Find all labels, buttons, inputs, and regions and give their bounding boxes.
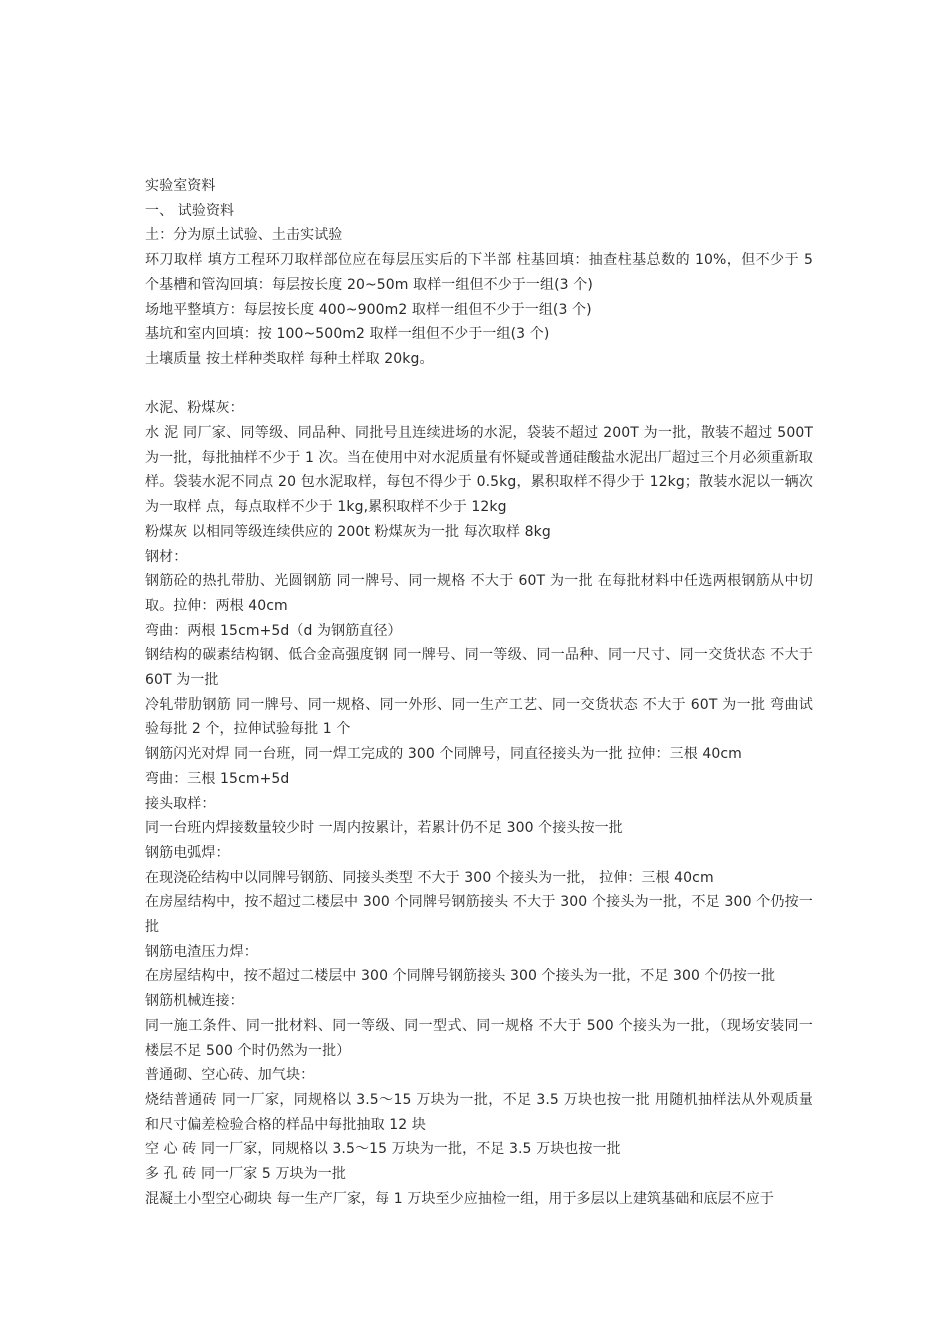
blank-line [145,372,813,397]
paragraph: 钢结构的碳素结构钢、低合金高强度钢 同一牌号、同一等级、同一品种、同一尺寸、同一交货状态 不大于 60T 为一批 [145,647,813,689]
paragraph: 弯曲：两根 15cm+5d（d 为钢筋直径） [145,622,402,639]
paragraph: 在房屋结构中，按不超过二楼层中 300 个同牌号钢筋接头 不大于 300 个接头为一批，不足 300 个仍按一批 [145,894,813,936]
paragraph: 钢筋砼的热扎带肋、光圆钢筋 同一牌号、同一规格 不大于 60T 为一批 在每批材料中任选两根钢筋从中切取。拉伸：两根 40cm [145,573,813,614]
paragraph: 基坑和室内回填：按 100~500m2 取样一组但不少于一组(3 个) [145,326,550,343]
doc-title: 实验室资料 [145,178,216,194]
subheading: 钢筋电渣压力焊： [145,943,258,960]
paragraph: 弯曲：三根 15cm+5d [145,770,290,787]
paragraph: 钢筋闪光对焊 同一台班，同一焊工完成的 300 个同牌号，同直径接头为一批 拉伸：三根 40cm [145,746,742,763]
section-heading: 一、 试验资料 [145,202,235,219]
paragraph: 多 孔 砖 同一厂家 5 万块为一批 [145,1166,346,1183]
paragraph: 烧结普通砖 同一厂家，同规格以 3.5～15 万块为一批，不足 3.5 万块也按一批 用随机抽样法从外观质量和尺寸偏差检验合格的样品中每批抽取 12 块 [145,1092,813,1133]
paragraph: 在房屋结构中，按不超过二楼层中 300 个同牌号钢筋接头 300 个接头为一批，不足 300 个仍按一批 [145,968,776,985]
subheading: 钢筋电弧焊： [145,844,230,861]
paragraph: 空 心 砖 同一厂家，同规格以 3.5～15 万块为一批，不足 3.5 万块也按一批 [145,1141,621,1158]
paragraph: 场地平整填方：每层按长度 400~900m2 取样一组但不少于一组(3 个) [145,301,592,318]
subheading: 钢筋机械连接： [145,993,244,1010]
paragraph: 粉煤灰 以相同等级连续供应的 200t 粉煤灰为一批 每次取样 8kg [145,523,551,540]
document-body [145,174,813,1212]
subheading: 普通砌、空心砖、加气块： [145,1067,315,1084]
paragraph: 土：分为原土试验、土击实试验 [145,227,343,244]
paragraph: 在现浇砼结构中以同牌号钢筋、同接头类型 不大于 300 个接头为一批， 拉伸：三根 40cm [145,869,714,886]
paragraph: 混凝土小型空心砌块 每一生产厂家，每 1 万块至少应抽检一组，用于多层以上建筑基础和底层不应于 [145,1190,774,1207]
subheading: 接头取样： [145,795,216,812]
subheading: 水泥、粉煤灰： [145,400,244,417]
paragraph: 同一施工条件、同一批材料、同一等级、同一型式、同一规格 不大于 500 个接头为一批，（现场安装同一楼层不足 500 个时仍然为一批） [145,1017,813,1059]
paragraph: 冷轧带肋钢筋 同一牌号、同一规格、同一外形、同一生产工艺、同一交货状态 不大于 60T 为一批 弯曲试验每批 2 个，拉伸试验每批 1 个 [145,696,813,738]
subheading: 钢材： [145,548,188,565]
paragraph: 土壤质量 按土样种类取样 每种土样取 20kg。 [145,350,434,367]
paragraph: 同一台班内焊接数量较少时 一周内按累计，若累计仍不足 300 个接头按一批 [145,820,623,837]
paragraph: 环刀取样 填方工程环刀取样部位应在每层压实后的下半部 柱基回填：抽查柱基总数的 10%，但不少于 5 个基槽和管沟回填：每层按长度 20~50m 取样一组但不少于一组(3 个) [145,252,813,293]
paragraph: 水 泥 同厂家、同等级、同品种、同批号且连续进场的水泥，袋装不超过 200T 为一批，散装不超过 500T 为一批，每批抽样不少于 1 次。当在使用中对水泥质量有怀疑或普通硅酸盐水泥出厂超过三个月必须重新取样。袋装水泥不同点 20 包水泥取样，每包不得少于 0.5kg，累积取样不得少于 12kg；散装水泥以一辆次为一取样 点，每点取样不少于 1kg,累积取样不少于 12kg [145,425,813,516]
